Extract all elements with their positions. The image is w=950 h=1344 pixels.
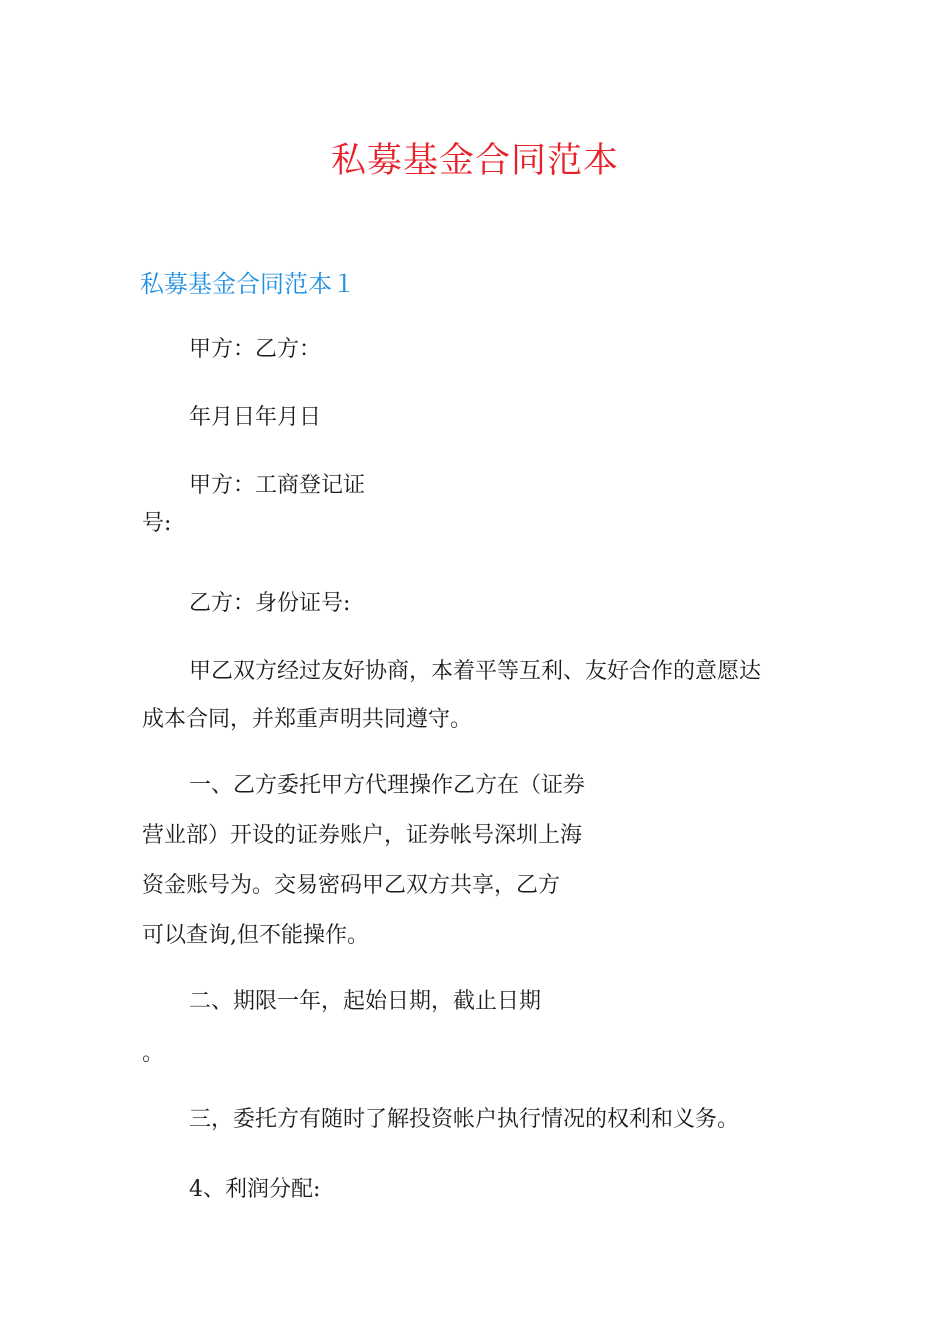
document-title: 私募基金合同范本 (330, 141, 619, 181)
paragraph-line: 一、乙方委托甲方代理操作乙方在（证券 (189, 773, 586, 798)
paragraph-line: 资金账号为。交易密码甲乙双方共享，乙方 (142, 873, 561, 898)
paragraph-clause-1 (142, 762, 822, 960)
paragraph-line: 乙方：身份证号: (189, 591, 351, 616)
paragraph-dates (142, 394, 822, 442)
paragraph-line: 年月日年月日 (189, 405, 322, 430)
paragraph-clause-4 (142, 1166, 822, 1214)
paragraph-line: 甲方：乙方： (189, 337, 322, 362)
paragraph-party-b-id (142, 580, 822, 628)
paragraph-agreement (142, 648, 822, 744)
paragraph-line: 甲方：工商登记证 (189, 473, 366, 498)
paragraph-line: 三，委托方有随时了解投资帐户执行情况的权利和义务。 (189, 1107, 740, 1132)
paragraph-line: 成本合同，并郑重声明共同遵守。 (142, 707, 473, 732)
section-heading: 私募基金合同范本１ (140, 270, 356, 298)
paragraph-line: 4、利润分配: (189, 1177, 321, 1202)
paragraph-line: 甲乙双方经过友好协商，本着平等互利、友好合作的意愿达 (189, 659, 762, 684)
paragraph-line: 号: (142, 511, 172, 536)
paragraph-parties (142, 326, 822, 374)
paragraph-line: 营业部）开设的证券账户，证券帐号深圳上海 (142, 823, 583, 848)
paragraph-clause-2 (142, 978, 822, 1078)
paragraph-line: 可以查询,但不能操作。 (142, 923, 369, 948)
paragraph-party-a-registration (142, 462, 822, 548)
paragraph-line: 。 (142, 1041, 165, 1066)
paragraph-line: 二、期限一年，起始日期，截止日期 (189, 989, 542, 1014)
paragraph-clause-3 (142, 1096, 822, 1144)
